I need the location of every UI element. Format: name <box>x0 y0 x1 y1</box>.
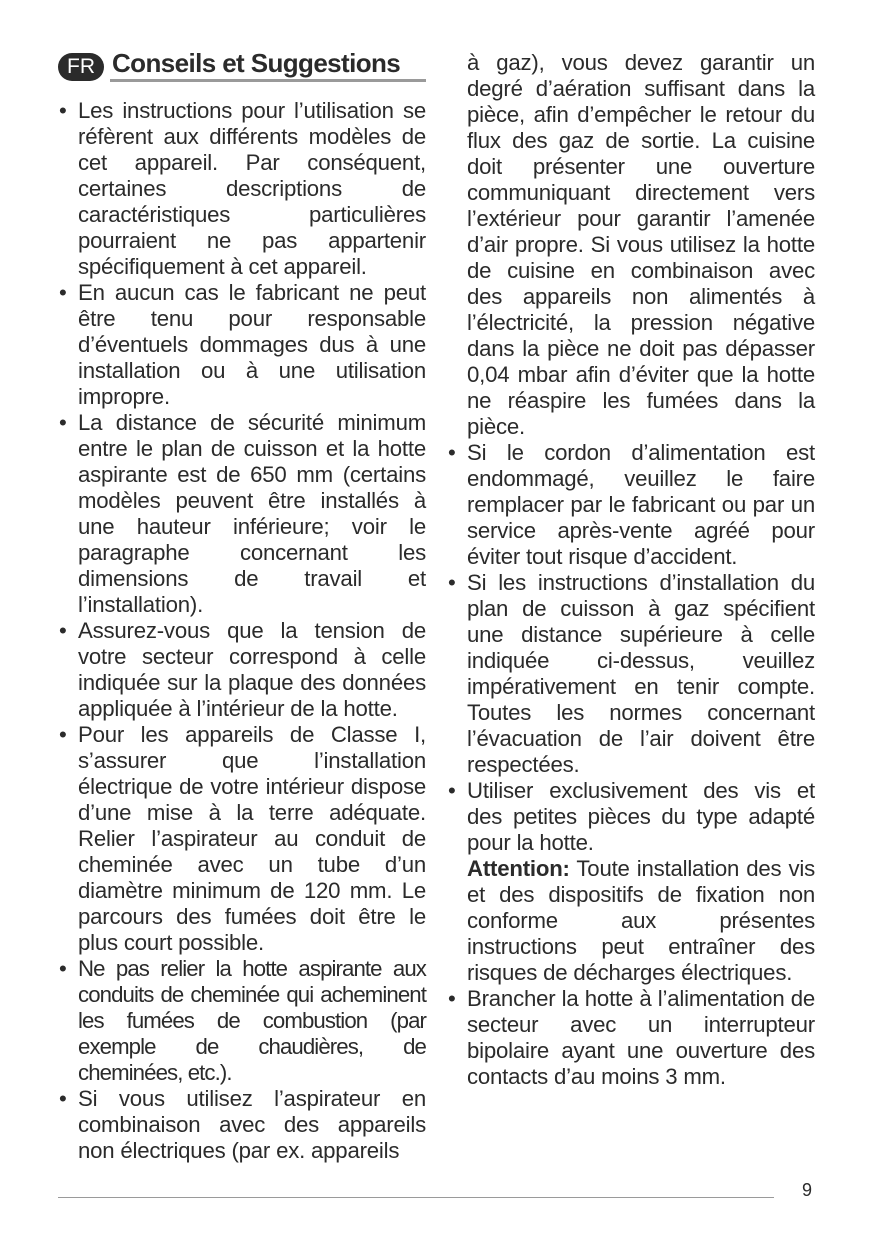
list-item: • Ne pas relier la hotte aspirante aux conduits de cheminée qui acheminent les fumées de combustion (par exemple de chaudières, de cheminées, etc.). <box>59 956 426 1085</box>
bullet-icon: • <box>448 778 456 803</box>
list-item: • Si les instructions d’installation du plan de cuisson à gaz spécifient une distance supérieure à celle indiquée ci-dessus, veuillez impérativement en tenir compte. Toutes les normes concernant l’évacuation de l’air doivent être respectées. <box>448 570 815 777</box>
list-item: • En aucun cas le fabricant ne peut être tenu pour responsable d’éventuels dommages dus à une installation ou à une utilisation impropre. <box>59 280 426 409</box>
right-advice-list <box>447 440 815 856</box>
list-item: • La distance de sécurité minimum entre le plan de cuisson et la hotte aspirante est de 650 mm (certains modèles peuvent être installés à une hauteur inférieure; voir le paragraphe concernant les dimensions de travail et l’installation). <box>59 410 426 617</box>
list-item: • Assurez-vous que la tension de votre secteur correspond à celle indiquée sur la plaque des données appliquée à l’intérieur de la hotte. <box>59 618 426 721</box>
list-item: • Utiliser exclusivement des vis et des petites pièces du type adapté pour la hotte. <box>448 778 815 855</box>
bullet-icon: • <box>448 440 456 465</box>
language-badge: FR <box>58 53 104 81</box>
section-header <box>58 47 426 83</box>
footer-divider <box>58 1197 774 1198</box>
attention-label: Attention: <box>467 856 570 881</box>
bullet-icon: • <box>59 618 67 643</box>
bullet-icon: • <box>59 722 67 747</box>
bullet-icon: • <box>448 570 456 595</box>
bullet-icon: • <box>59 98 67 123</box>
right-column <box>447 50 815 1090</box>
page-number: 9 <box>802 1180 813 1200</box>
list-item: • Si vous utilisez l’aspirateur en combinaison avec des appareils non électriques (par ex. appareils <box>59 1086 426 1163</box>
bullet-icon: • <box>59 280 67 305</box>
page-title: Conseils et Suggestions <box>112 48 401 78</box>
continued-paragraph: à gaz), vous devez garantir un degré d’aération suffisant dans la pièce, afin d’empêcher le retour du flux des gaz de sortie. La cuisine doit présenter une ouverture communiquant directement vers l’extérieur pour garantir l’amenée d’air propre. Si vous utilisez la hotte de cuisine en combinaison avec des appareils non alimentés à l’électricité, la pression négative dans la pièce ne doit pas dépasser 0,04 mbar afin d’éviter que la hotte ne réaspire les fumées dans la pièce. <box>467 50 815 439</box>
right-advice-list-end <box>447 986 815 1090</box>
attention-text: Toute installation des vis et des dispositifs de fixation non conforme aux présentes instructions peut entraîner des risques de décharges électriques. <box>467 856 815 985</box>
bullet-icon: • <box>59 956 66 981</box>
bullet-icon: • <box>59 1086 67 1111</box>
attention-note <box>447 856 815 986</box>
title-underline <box>110 79 426 82</box>
list-item: • Brancher la hotte à l’alimentation de secteur avec un interrupteur bipolaire ayant une ouverture des contacts d’au moins 3 mm. <box>448 986 815 1089</box>
list-item: • Pour les appareils de Classe I, s’assurer que l’installation électrique de votre intérieur dispose d’une mise à la terre adéquate. Relier l’aspirateur au conduit de cheminée avec un tube d’un diamètre minimum de 120 mm. Le parcours des fumées doit être le plus court possible. <box>59 722 426 955</box>
left-advice-list <box>58 98 426 1164</box>
bullet-icon: • <box>448 986 456 1011</box>
list-item: • Les instructions pour l’utilisation se réfèrent aux différents modèles de cet appareil. Par conséquent, certaines descriptions de caractéristiques particulières pourraient ne pas appartenir spécifiquement à cet appareil. <box>59 98 426 279</box>
left-column <box>58 98 426 1164</box>
list-item: • Si le cordon d’alimentation est endommagé, veuillez le faire remplacer par le fabricant ou par un service après-vente agréé pour éviter tout risque d’accident. <box>448 440 815 569</box>
bullet-icon: • <box>59 410 67 435</box>
